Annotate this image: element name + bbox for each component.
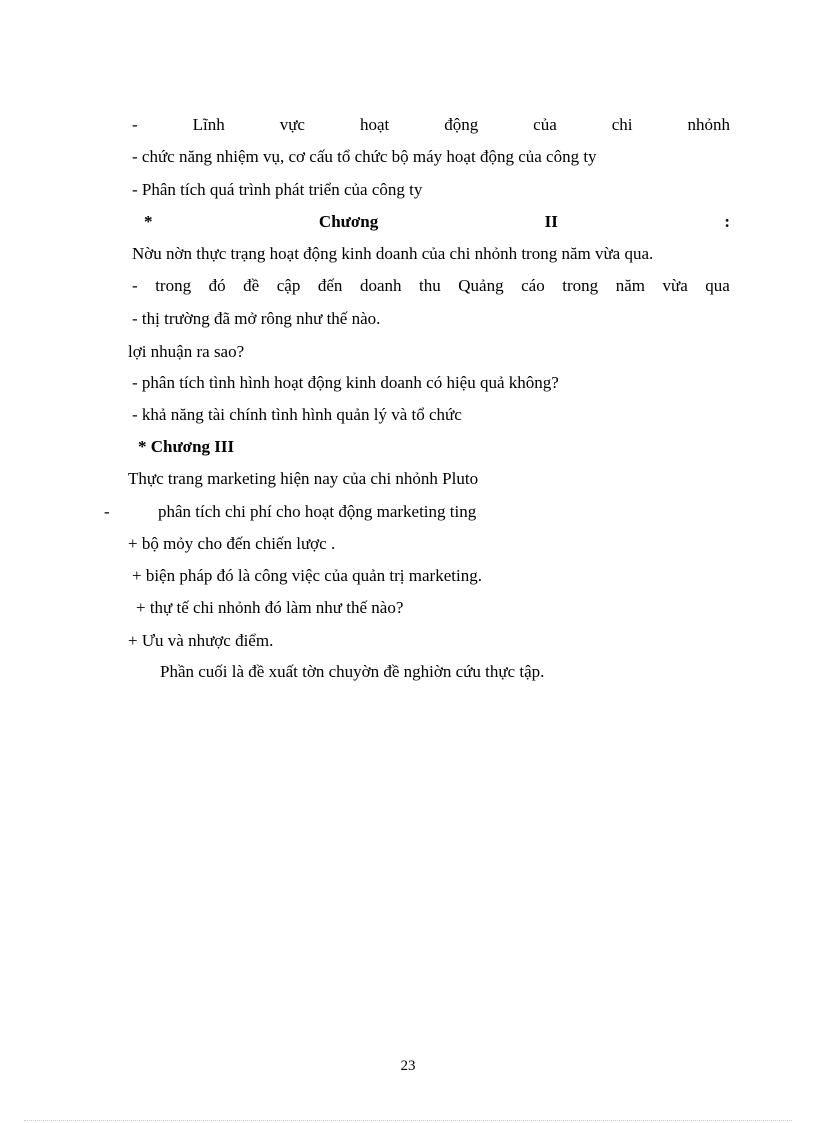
page-number: 23 <box>400 1058 416 1074</box>
word: cáo <box>521 276 545 295</box>
text-line-10: - khả năng tài chính tình hình quản lý và tổ chức <box>132 405 462 424</box>
word: chi <box>611 115 633 134</box>
text-line-3: - Phân tích quá trình phát triển của công ty <box>132 180 423 199</box>
text-line-8: lợi nhuận ra sao? <box>128 342 245 361</box>
word: vừa <box>662 276 688 295</box>
text-line-12: Thực trang marketing hiện nay của chi nhỏnh Pluto <box>128 469 479 488</box>
word: hoạt <box>359 115 390 134</box>
text-line-2: - chức năng nhiệm vụ, cơ cấu tổ chức bộ máy hoạt động của công ty <box>132 147 597 166</box>
text-line-5: Nờu nờn thực trạng hoạt động kinh doanh của chi nhỏnh trong năm vừa qua. <box>132 244 654 263</box>
text-line-13: phân tích chi phí cho hoạt động marketing ting <box>158 502 477 521</box>
text-line-15: + biện pháp đó là công việc của quản trị marketing. <box>132 566 482 585</box>
word: thu <box>419 276 441 295</box>
word: Quảng <box>458 276 504 295</box>
page-bottom-rule <box>24 1120 792 1121</box>
chapter-ii-heading <box>144 211 730 233</box>
word: II <box>544 212 558 231</box>
word: Chương <box>318 212 379 231</box>
word: đến <box>317 276 343 295</box>
word: doanh <box>359 276 402 295</box>
text-line-9: - phân tích tình hình hoạt động kinh doanh có hiệu quả không? <box>132 373 559 392</box>
word: Lĩnh <box>192 115 225 134</box>
word: cập <box>276 276 301 295</box>
text-line-6 <box>132 275 730 297</box>
word: trong <box>562 276 599 295</box>
chapter-iii-heading: * Chương III <box>138 437 235 456</box>
text-line-16: + thự tế chi nhỏnh đó làm như thế nào? <box>136 598 404 617</box>
text-line-13-dash: - <box>104 502 110 521</box>
word: - <box>132 115 138 134</box>
text-line-1 <box>132 114 730 136</box>
word: của <box>533 115 557 134</box>
text-line-7: - thị trường đã mở rông như thế nào. <box>132 309 381 328</box>
word: : <box>724 212 730 231</box>
word: trong <box>155 276 192 295</box>
word: qua <box>705 276 730 295</box>
word: động <box>444 115 479 134</box>
text-line-17: + Ưu và nhược điểm. <box>128 631 274 650</box>
text-line-14: + bộ mỏy cho đến chiến lược . <box>128 534 336 553</box>
text-line-18: Phần cuối là đề xuất tờn chuyờn đề nghiờn cứu thực tập. <box>160 662 545 681</box>
word: đó <box>208 276 226 295</box>
word: năm <box>615 276 645 295</box>
word: * <box>144 212 153 231</box>
word: nhỏnh <box>687 115 730 134</box>
word: vực <box>279 115 305 134</box>
word: đề <box>243 276 260 295</box>
word: - <box>132 276 138 295</box>
